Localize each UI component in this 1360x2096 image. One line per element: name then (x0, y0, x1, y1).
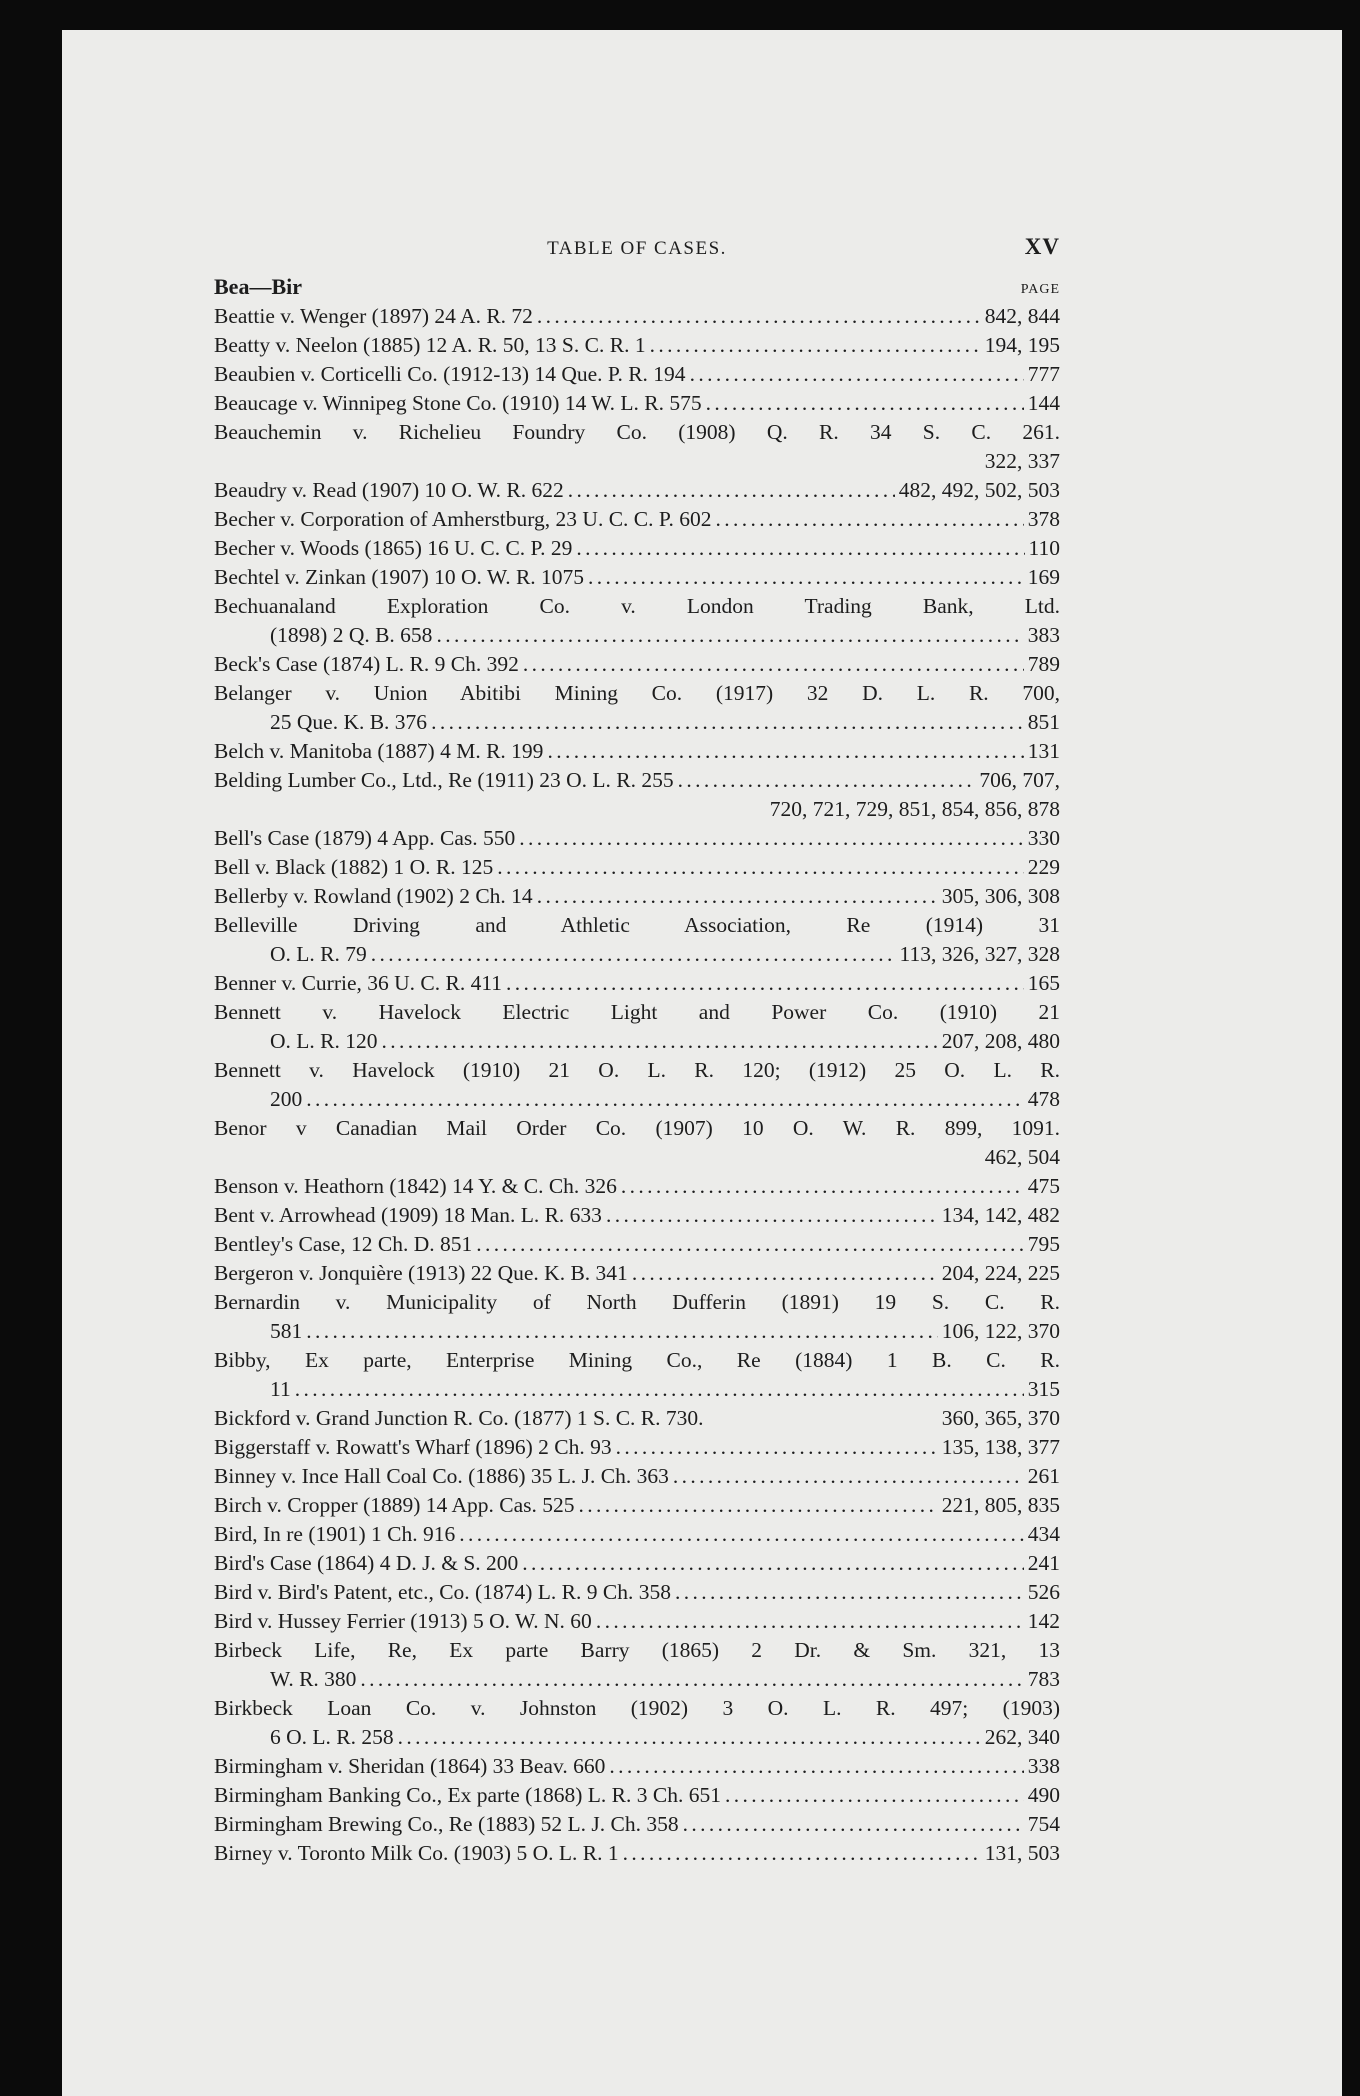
dot-leader (398, 1723, 981, 1752)
case-line (214, 1230, 1060, 1259)
case-citation: O. L. R. 120 (270, 1029, 378, 1053)
case-citation: Birmingham Brewing Co., Re (1883) 52 L. J. Ch. 358 (214, 1812, 679, 1836)
case-line (214, 1665, 1060, 1694)
page-references: 462, 504 (984, 1145, 1060, 1169)
case-citation: Bird, In re (1901) 1 Ch. 916 (214, 1522, 456, 1546)
case-entry (214, 882, 1060, 911)
dot-leader (382, 1027, 938, 1056)
case-citation: Bentley's Case, 12 Ch. D. 851 (214, 1232, 473, 1256)
dot-leader (725, 1781, 1024, 1810)
case-entry (214, 1810, 1060, 1839)
dot-leader (476, 1230, 1023, 1259)
page-references: 305, 306, 308 (941, 884, 1060, 908)
page-references: 783 (1027, 1667, 1060, 1691)
page-references: 106, 122, 370 (941, 1319, 1060, 1343)
case-entry (214, 534, 1060, 563)
case-citation: Bird v. Hussey Ferrier (1913) 5 O. W. N. 60 (214, 1609, 592, 1633)
page-references: 434 (1027, 1522, 1060, 1546)
case-line (214, 1346, 1060, 1375)
dot-leader (537, 882, 938, 911)
case-line (214, 592, 1060, 621)
case-citation: Benor v Canadian Mail Order Co. (1907) 10 O. W. R. 899, 1091. (214, 1116, 1060, 1140)
page-references: 490 (1027, 1783, 1060, 1807)
case-citation: 11 (270, 1377, 291, 1401)
section-subhead (214, 272, 1060, 302)
case-citation: Biggerstaff v. Rowatt's Wharf (1896) 2 Ch. 93 (214, 1435, 612, 1459)
case-entry (214, 1636, 1060, 1694)
case-citation: Birmingham v. Sheridan (1864) 33 Beav. 660 (214, 1754, 606, 1778)
case-line (214, 969, 1060, 998)
case-list (214, 302, 1060, 1868)
case-line (214, 1781, 1060, 1810)
page-references: 322, 337 (984, 449, 1060, 473)
case-citation: Beck's Case (1874) L. R. 9 Ch. 392 (214, 652, 519, 676)
case-line (214, 1143, 1060, 1172)
case-citation: 6 O. L. R. 258 (270, 1725, 394, 1749)
dot-leader (506, 969, 1024, 998)
page-column-label: PAGE (1020, 282, 1060, 297)
case-entry (214, 563, 1060, 592)
case-citation: Bechtel v. Zinkan (1907) 10 O. W. R. 1075 (214, 565, 585, 589)
case-citation: Benner v. Currie, 36 U. C. R. 411 (214, 971, 503, 995)
case-line (214, 911, 1060, 940)
page-references: 851 (1027, 710, 1060, 734)
dot-leader (675, 1578, 1024, 1607)
case-citation: Beaucage v. Winnipeg Stone Co. (1910) 14 W. L. R. 575 (214, 391, 702, 415)
case-entry (214, 1752, 1060, 1781)
case-line (214, 563, 1060, 592)
case-citation: Birkbeck Loan Co. v. Johnston (1902) 3 O. L. R. 497; (1903) (214, 1696, 1060, 1720)
page-references: 144 (1027, 391, 1060, 415)
running-head (214, 232, 1060, 272)
case-line (214, 737, 1060, 766)
case-citation: Beauchemin v. Richelieu Foundry Co. (1908) Q. R. 34 S. C. 261. (214, 420, 1060, 444)
case-entry (214, 1404, 1060, 1433)
dot-leader (497, 853, 1023, 882)
dot-leader (568, 476, 895, 505)
case-entry (214, 766, 1060, 824)
case-citation: Bibby, Ex parte, Enterprise Mining Co., Re (1884) 1 B. C. R. (214, 1348, 1060, 1372)
case-citation: Bird's Case (1864) 4 D. J. & S. 200 (214, 1551, 519, 1575)
case-citation: Bird v. Bird's Patent, etc., Co. (1874) L. R. 9 Ch. 358 (214, 1580, 671, 1604)
case-entry (214, 1201, 1060, 1230)
page-references: 221, 805, 835 (941, 1493, 1060, 1517)
page-references: 241 (1027, 1551, 1060, 1575)
page-references: 475 (1027, 1174, 1060, 1198)
case-entry (214, 1230, 1060, 1259)
case-entry (214, 1694, 1060, 1752)
case-entry (214, 1491, 1060, 1520)
case-entry (214, 592, 1060, 650)
dot-leader (459, 1520, 1024, 1549)
case-line (214, 505, 1060, 534)
case-entry (214, 1520, 1060, 1549)
page-references: 169 (1027, 565, 1060, 589)
case-line (214, 1694, 1060, 1723)
table-of-cases (214, 232, 1060, 1868)
case-citation: Bergeron v. Jonquière (1913) 22 Que. K. B. 341 (214, 1261, 628, 1285)
case-entry (214, 1433, 1060, 1462)
case-line (214, 1375, 1060, 1404)
case-citation: Beatty v. Neelon (1885) 12 A. R. 50, 13 S. C. R. 1 (214, 333, 646, 357)
case-line (214, 1578, 1060, 1607)
page-references: 229 (1027, 855, 1060, 879)
case-entry (214, 853, 1060, 882)
case-line (214, 331, 1060, 360)
dot-leader (632, 1259, 938, 1288)
case-entry (214, 476, 1060, 505)
dot-leader (650, 331, 981, 360)
case-line (214, 1839, 1060, 1868)
dot-leader (588, 563, 1024, 592)
dot-leader (576, 534, 1024, 563)
page-references: 526 (1027, 1580, 1060, 1604)
case-line (214, 1810, 1060, 1839)
case-citation: Bickford v. Grand Junction R. Co. (1877) 1 S. C. R. 730. (214, 1406, 704, 1430)
page-references: 113, 326, 327, 328 (899, 942, 1060, 966)
dot-leader (578, 1491, 937, 1520)
dot-leader (522, 1549, 1023, 1578)
case-entry (214, 1259, 1060, 1288)
case-line (214, 1723, 1060, 1752)
page-references: 207, 208, 480 (941, 1029, 1060, 1053)
case-entry (214, 418, 1060, 476)
case-entry (214, 302, 1060, 331)
case-entry (214, 1549, 1060, 1578)
case-line (214, 389, 1060, 418)
case-citation: O. L. R. 79 (270, 942, 367, 966)
case-line (214, 360, 1060, 389)
page-references: 135, 138, 377 (941, 1435, 1060, 1459)
page-references: 478 (1027, 1087, 1060, 1111)
case-entry (214, 331, 1060, 360)
dot-leader (547, 737, 1023, 766)
page-references: 383 (1027, 623, 1060, 647)
case-line (214, 853, 1060, 882)
page-references: 261 (1027, 1464, 1060, 1488)
case-line (214, 534, 1060, 563)
dot-leader (623, 1839, 981, 1868)
case-citation: Beaubien v. Corticelli Co. (1912-13) 14 Que. P. R. 194 (214, 362, 686, 386)
page-references: 142 (1027, 1609, 1060, 1633)
case-line (214, 1404, 1060, 1433)
dot-leader (431, 708, 1024, 737)
case-line (214, 882, 1060, 911)
case-line (214, 1201, 1060, 1230)
case-line (214, 1172, 1060, 1201)
case-line (214, 1056, 1060, 1085)
case-entry (214, 998, 1060, 1056)
case-citation: Birch v. Cropper (1889) 14 App. Cas. 525 (214, 1493, 575, 1517)
case-citation: Birney v. Toronto Milk Co. (1903) 5 O. L. R. 1 (214, 1841, 619, 1865)
dot-leader (537, 302, 981, 331)
case-citation: Bernardin v. Municipality of North Dufferin (1891) 19 S. C. R. (214, 1290, 1060, 1314)
dot-leader (306, 1085, 1024, 1114)
case-citation: Bent v. Arrowhead (1909) 18 Man. L. R. 633 (214, 1203, 602, 1227)
case-citation: Bell's Case (1879) 4 App. Cas. 550 (214, 826, 516, 850)
case-line (214, 708, 1060, 737)
case-entry (214, 1578, 1060, 1607)
case-entry (214, 1607, 1060, 1636)
page-references: 134, 142, 482 (941, 1203, 1060, 1227)
case-citation: Bechuanaland Exploration Co. v. London Trading Bank, Ltd. (214, 594, 1060, 618)
page-references: 338 (1027, 1754, 1060, 1778)
case-citation: Benson v. Heathorn (1842) 14 Y. & C. Ch. 326 (214, 1174, 617, 1198)
page-references: 795 (1027, 1232, 1060, 1256)
case-citation: Belch v. Manitoba (1887) 4 M. R. 199 (214, 739, 544, 763)
case-line (214, 1491, 1060, 1520)
case-citation: Becher v. Corporation of Amherstburg, 23 U. C. C. P. 602 (214, 507, 712, 531)
case-line (214, 1114, 1060, 1143)
case-line (214, 824, 1060, 853)
dot-leader (523, 650, 1024, 679)
dot-leader (306, 1317, 938, 1346)
case-entry (214, 1056, 1060, 1114)
page-references: 789 (1027, 652, 1060, 676)
dot-leader (706, 389, 1024, 418)
case-citation: Bell v. Black (1882) 1 O. R. 125 (214, 855, 494, 879)
case-citation: Belleville Driving and Athletic Association, Re (1914) 31 (214, 913, 1060, 937)
case-entry (214, 360, 1060, 389)
case-line (214, 766, 1060, 795)
case-entry (214, 1172, 1060, 1201)
page-references: 204, 224, 225 (941, 1261, 1060, 1285)
case-citation: Bellerby v. Rowland (1902) 2 Ch. 14 (214, 884, 533, 908)
case-citation: (1898) 2 Q. B. 658 (270, 623, 433, 647)
dot-leader (360, 1665, 1023, 1694)
case-line (214, 1317, 1060, 1346)
case-citation: Binney v. Ince Hall Coal Co. (1886) 35 L. J. Ch. 363 (214, 1464, 669, 1488)
dot-leader (295, 1375, 1024, 1404)
case-line (214, 476, 1060, 505)
case-citation: 581 (270, 1319, 303, 1343)
page-references: 842, 844 (984, 304, 1060, 328)
case-entry (214, 1346, 1060, 1404)
case-line (214, 1027, 1060, 1056)
case-entry (214, 505, 1060, 534)
dot-leader (371, 940, 896, 969)
case-citation: 200 (270, 1087, 303, 1111)
case-line (214, 1636, 1060, 1665)
case-entry (214, 1114, 1060, 1172)
case-line (214, 1462, 1060, 1491)
case-citation: Bennett v. Havelock Electric Light and Power Co. (1910) 21 (214, 1000, 1060, 1024)
page-references: 360, 365, 370 (941, 1406, 1060, 1430)
case-citation: Birbeck Life, Re, Ex parte Barry (1865) 2 Dr. & Sm. 321, 13 (214, 1638, 1060, 1662)
case-citation: Belding Lumber Co., Ltd., Re (1911) 23 O. L. R. 255 (214, 768, 674, 792)
case-line (214, 621, 1060, 650)
dot-leader (683, 1810, 1024, 1839)
page-references: 330 (1027, 826, 1060, 850)
case-line (214, 1259, 1060, 1288)
case-entry (214, 737, 1060, 766)
dot-leader (436, 621, 1023, 650)
case-line (214, 940, 1060, 969)
case-line (214, 1607, 1060, 1636)
case-entry (214, 1781, 1060, 1810)
case-line (214, 1549, 1060, 1578)
case-entry (214, 389, 1060, 418)
running-title: TABLE OF CASES. (547, 238, 727, 259)
dot-leader (609, 1752, 1023, 1781)
case-line (214, 1520, 1060, 1549)
case-entry (214, 650, 1060, 679)
page-references: 131 (1027, 739, 1060, 763)
dot-leader (596, 1607, 1024, 1636)
dot-leader (616, 1433, 938, 1462)
case-citation: W. R. 380 (270, 1667, 357, 1691)
page-references: 706, 707, (979, 768, 1060, 792)
case-line (214, 998, 1060, 1027)
case-entry (214, 824, 1060, 853)
dot-leader (606, 1201, 938, 1230)
dot-leader (715, 505, 1023, 534)
dot-leader (678, 766, 976, 795)
dot-leader (621, 1172, 1024, 1201)
case-line (214, 795, 1060, 824)
case-entry (214, 1288, 1060, 1346)
page-references: 754 (1027, 1812, 1060, 1836)
case-citation: Birmingham Banking Co., Ex parte (1868) L. R. 3 Ch. 651 (214, 1783, 721, 1807)
dot-leader (673, 1462, 1024, 1491)
case-line (214, 1085, 1060, 1114)
case-citation: Belanger v. Union Abitibi Mining Co. (1917) 32 D. L. R. 700, (214, 681, 1060, 705)
dot-leader (690, 360, 1024, 389)
page-references: 482, 492, 502, 503 (898, 478, 1060, 502)
page-references: 315 (1027, 1377, 1060, 1401)
case-line (214, 302, 1060, 331)
case-citation: 25 Que. K. B. 376 (270, 710, 428, 734)
case-line (214, 650, 1060, 679)
case-entry (214, 1839, 1060, 1868)
page-references: 165 (1027, 971, 1060, 995)
page-references: 378 (1027, 507, 1060, 531)
case-entry (214, 911, 1060, 969)
page-references: 131, 503 (984, 1841, 1060, 1865)
dot-leader (519, 824, 1023, 853)
page-number: XV (1024, 234, 1060, 259)
section-range: Bea—Bir (214, 274, 302, 299)
page-references: 720, 721, 729, 851, 854, 856, 878 (769, 797, 1060, 821)
case-citation: Becher v. Woods (1865) 16 U. C. C. P. 29 (214, 536, 573, 560)
page-references: 194, 195 (984, 333, 1060, 357)
case-entry (214, 1462, 1060, 1491)
case-citation: Beattie v. Wenger (1897) 24 A. R. 72 (214, 304, 533, 328)
case-line (214, 447, 1060, 476)
case-line (214, 1433, 1060, 1462)
page-references: 110 (1028, 536, 1060, 560)
case-citation: Beaudry v. Read (1907) 10 O. W. R. 622 (214, 478, 564, 502)
case-line (214, 679, 1060, 708)
case-citation: Bennett v. Havelock (1910) 21 O. L. R. 120; (1912) 25 O. L. R. (214, 1058, 1060, 1082)
case-entry (214, 679, 1060, 737)
page-references: 777 (1027, 362, 1060, 386)
page-references: 262, 340 (984, 1725, 1060, 1749)
case-line (214, 418, 1060, 447)
case-line (214, 1752, 1060, 1781)
case-line (214, 1288, 1060, 1317)
case-entry (214, 969, 1060, 998)
